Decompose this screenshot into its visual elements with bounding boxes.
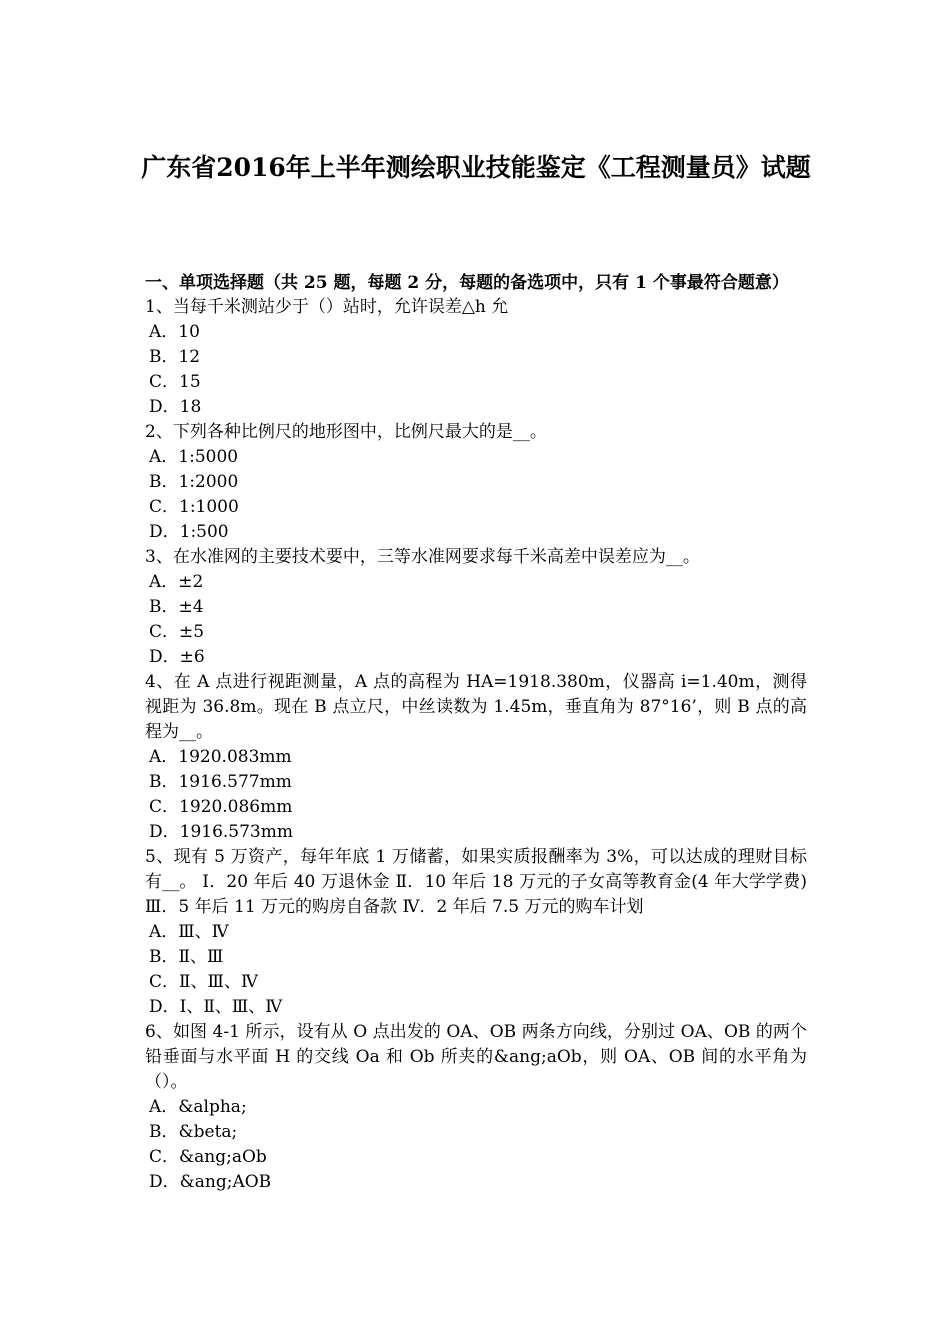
question-text: 6、如图 4-1 所示，设有从 O 点出发的 OA、OB 两条方向线，分别过 OA、OB 的两个铅垂面与水平面 H 的交线 Oa 和 Ob 所夹的&ang;aOb，则 OA、OB 间的水平角为（）。 — [145, 1022, 807, 1092]
option-c: C．1920.086mm — [149, 797, 293, 817]
option-b: B．1:2000 — [149, 472, 239, 492]
question-text: 5、现有 5 万资产，每年年底 1 万储蓄，如果实质报酬率为 3%，可以达成的理财目标有__。 Ⅰ．20 年后 40 万退休金 Ⅱ．10 年后 18 万元的子女高等教育金(4 年大学学费) Ⅲ．5 年后 11 万元的购房自备款 Ⅳ．2 年后 7.5 万元的购车计划 — [145, 847, 807, 917]
option-d: D．±6 — [149, 647, 205, 667]
document-body — [145, 271, 807, 1195]
option-d: D．1:500 — [149, 522, 229, 542]
document-title: 广东省2016年上半年测绘职业技能鉴定《工程测量员》试题 — [141, 153, 811, 182]
question-4 — [145, 670, 807, 845]
question-6 — [145, 1020, 807, 1195]
question-3 — [145, 545, 807, 670]
option-d: D．1916.573mm — [149, 822, 293, 842]
section-heading: 一、单项选择题（共 25 题，每题 2 分，每题的备选项中，只有 1 个事最符合题意） — [145, 273, 789, 293]
option-a: A．1:5000 — [149, 447, 239, 467]
option-c: C．&ang;aOb — [149, 1147, 267, 1167]
option-a: A．&alpha; — [149, 1097, 247, 1117]
option-a: A．10 — [149, 322, 200, 342]
option-b: B．12 — [149, 347, 201, 367]
option-b: B．±4 — [149, 597, 204, 617]
option-b: B．Ⅱ、Ⅲ — [149, 947, 224, 967]
question-text: 1、当每千米测站少于（）站时，允许误差△h 允 — [145, 297, 509, 317]
option-c: C．15 — [149, 372, 201, 392]
option-c: C．±5 — [149, 622, 205, 642]
option-d: D．&ang;AOB — [149, 1172, 272, 1192]
question-text: 2、下列各种比例尺的地形图中，比例尺最大的是__。 — [145, 422, 547, 442]
option-d: D．Ⅰ、Ⅱ、Ⅲ、Ⅳ — [149, 997, 283, 1017]
question-text: 3、在水准网的主要技术要中，三等水准网要求每千米高差中误差应为__。 — [145, 547, 700, 567]
question-1 — [145, 295, 807, 420]
question-text: 4、在 A 点进行视距测量，A 点的高程为 HA=1918.380m，仪器高 i=1.40m，测得视距为 36.8m。现在 B 点立尺，中丝读数为 1.45m，垂直角为 87°16’，则 B 点的高程为__。 — [145, 672, 807, 742]
option-b: B．1916.577mm — [149, 772, 292, 792]
option-a: A．Ⅲ、Ⅳ — [149, 922, 229, 942]
option-c: C．Ⅱ、Ⅲ、Ⅳ — [149, 972, 258, 992]
question-2 — [145, 420, 807, 545]
option-c: C．1:1000 — [149, 497, 239, 517]
option-b: B．&beta; — [149, 1122, 238, 1142]
question-5 — [145, 845, 807, 1020]
option-a: A．±2 — [149, 572, 204, 592]
option-a: A．1920.083mm — [149, 747, 292, 767]
option-d: D．18 — [149, 397, 202, 417]
